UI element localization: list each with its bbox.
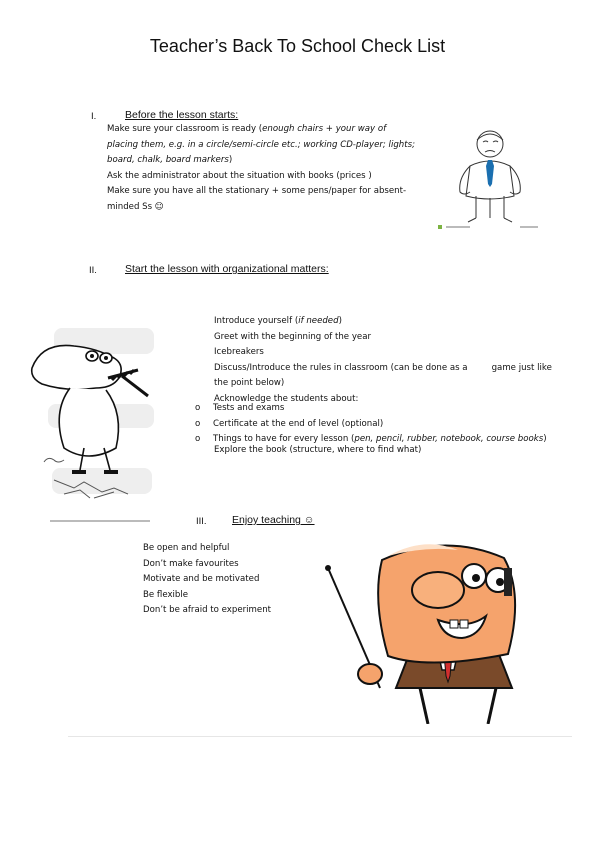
list-item: Don’t be afraid to experiment bbox=[143, 605, 272, 616]
list-item: Motivate and be motivated bbox=[143, 574, 260, 585]
section2-line1: Introduce yourself (if needed) bbox=[214, 316, 342, 326]
section3-list bbox=[143, 541, 271, 619]
bullet-item: o Tests and exams bbox=[195, 401, 547, 417]
section2-line7: Explore the book (structure, where to find what) bbox=[214, 445, 422, 455]
section1-heading: Before the lesson starts: bbox=[125, 109, 239, 121]
section1-line3: board, chalk, board markers) bbox=[107, 155, 233, 166]
section2-body bbox=[214, 314, 552, 408]
section1-line4: Ask the administrator about the situation with books (prices ) bbox=[107, 170, 372, 181]
hippo-skater-clipart bbox=[24, 324, 164, 524]
section2-line2: Greet with the beginning of the year bbox=[214, 331, 371, 342]
worried-man-clipart bbox=[436, 126, 544, 232]
section3-heading: Enjoy teaching ☺ bbox=[232, 514, 315, 526]
section2-line5: the point below) bbox=[214, 378, 285, 389]
section2-bullets bbox=[195, 401, 547, 448]
page-title: Teacher’s Back To School Check List bbox=[149, 36, 446, 56]
section1-line6: minded Ss ☺ bbox=[107, 201, 164, 212]
bullet-item: o Things to have for every lesson (pen, pencil, rubber, notebook, course books) bbox=[195, 432, 547, 448]
list-item: Be open and helpful bbox=[143, 543, 230, 553]
bullet-circle-icon: o bbox=[195, 434, 201, 445]
bullet-circle-icon: o bbox=[195, 403, 201, 413]
section1-line5: Make sure you have all the stationary + some pens/paper for absent- bbox=[107, 186, 407, 197]
section2-line4: Discuss/Introduce the rules in classroom (can be done as a game just like bbox=[214, 362, 552, 373]
teacher-with-pointer-clipart bbox=[318, 540, 540, 724]
section2-line3: Icebreakers bbox=[214, 347, 264, 358]
section1-numeral: I. bbox=[91, 111, 97, 122]
section1-line2: placing them, e.g. in a circle/semi-circle etc.; working CD-player; lights; bbox=[107, 139, 415, 150]
bottom-divider bbox=[68, 736, 572, 737]
bullet-circle-icon: o bbox=[195, 418, 201, 429]
bullet-item: o Certificate at the end of level (optional) bbox=[195, 417, 547, 433]
list-item: Be flexible bbox=[143, 589, 189, 600]
section2-numeral: II. bbox=[89, 265, 97, 276]
section3-numeral: III. bbox=[196, 516, 207, 527]
section1-line1: Make sure your classroom is ready (enough chairs + your way of bbox=[107, 124, 387, 134]
section1-body bbox=[107, 122, 415, 216]
list-item: Don’t make favourites bbox=[143, 558, 239, 569]
section2-heading: Start the lesson with organizational matters: bbox=[125, 263, 329, 275]
section2-line6: Acknowledge the students about: bbox=[214, 393, 359, 404]
